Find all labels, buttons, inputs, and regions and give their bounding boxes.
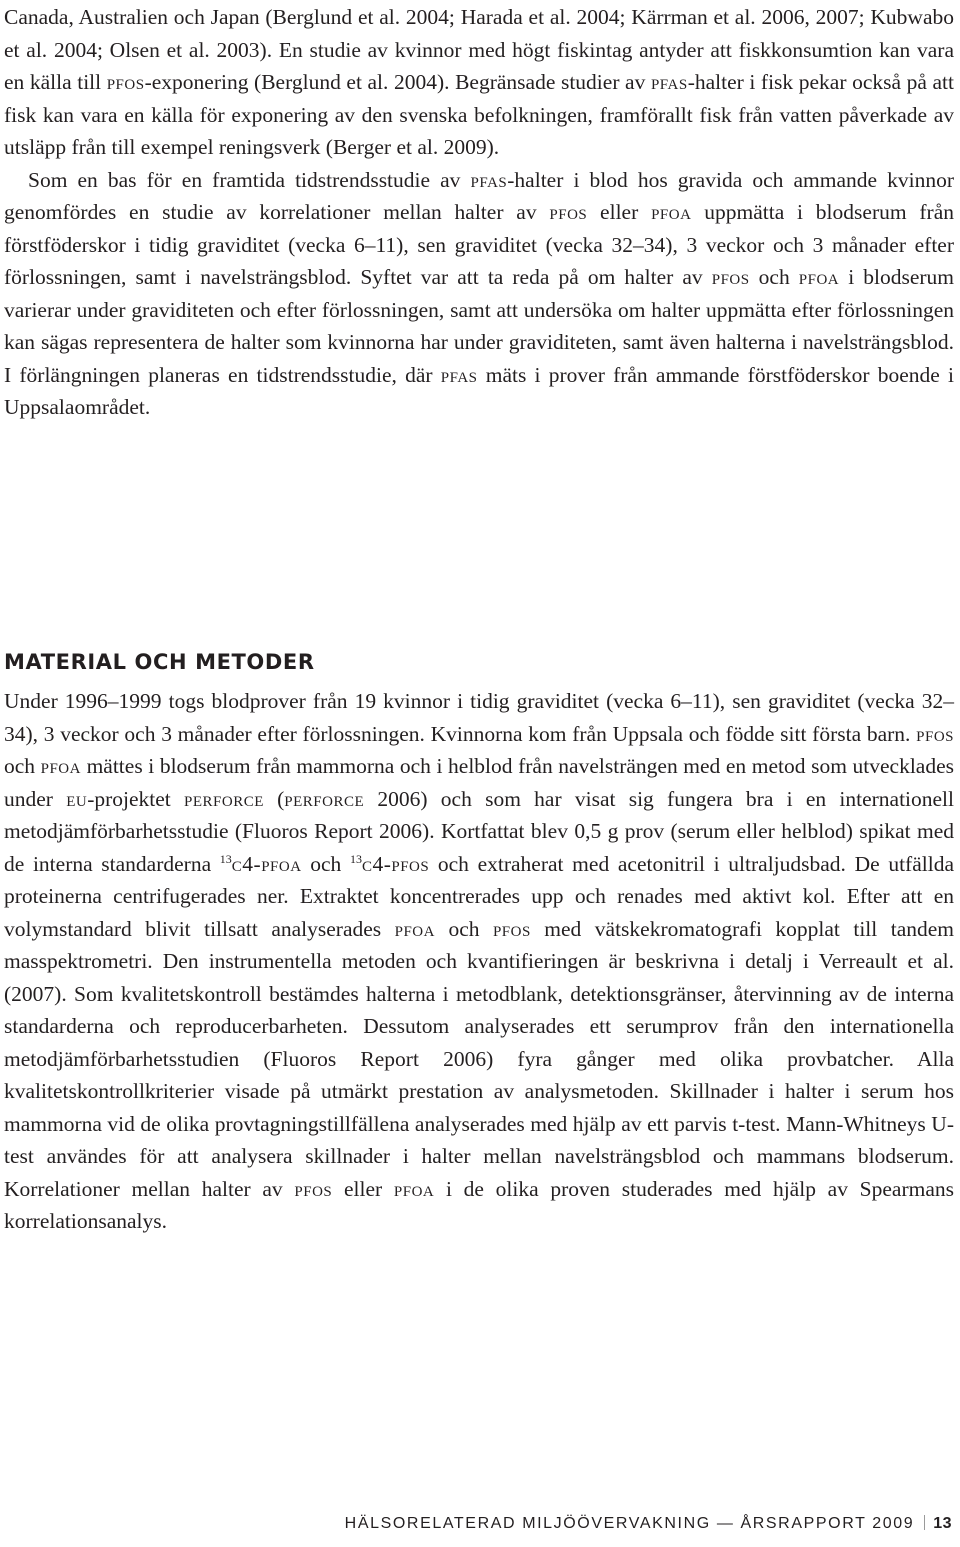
text-run: eller [587,200,652,224]
acronym: pfoa [798,265,840,289]
acronym: eu [66,786,88,811]
acronym: c4-pfos [361,851,430,876]
acronym: pfos [106,70,145,94]
text-run: Som en bas för en framtida tidstrendsstudie av [28,167,471,192]
acronym: pfos [492,916,531,941]
isotope-superscript: 13 [349,851,362,866]
acronym: pfoa [394,916,435,941]
text-run: med vätskekromatografi kopplat till tandem masspektrometri. Den instrumentella metoden och kvantifieringen är beskrivna i detalj i Verreault et al. (2007). Som kvalitetskontroll bestämdes halterna i metodblank, detektionsgränser, återvinning av de interna standarderna och reproducerbarheten. Dessutom analyserades ett serumprov från den internationella metodjämförbarhetsstudien (Fluoros Report 2006) fyra gånger med olika provbatcher. Alla kvalitetskontrollkriterier visade på utmärkt prestation av analysmetoden. Skillnader i halter i serum hos mammorna vid de olika provtagningstillfällena analyserades med hjälp av ett parvis t-test. Mann-Whitneys U-test användes för att analysera skillnader i halter mellan navelsträngsblod och mammans blodserum. Korrelationer mellan halter av [4,916,954,1201]
page-footer [345,1515,952,1533]
text-run: mäts i prover från ammande förstföderskor boende i Uppsalaområdet. [4,362,954,419]
acronym: pfas [440,362,478,387]
acronym: pfos [711,265,750,289]
footer-title: HÄLSORELATERAD MILJÖÖVERVAKNING — ÅRSRAPPORT 2009 [344,1515,915,1532]
isotope-superscript: 13 [219,851,232,866]
text-run: eller [332,1176,394,1201]
text-run: -projektet [87,786,185,811]
text-run: -exponering (Berglund et al. 2004). Begränsade studier av [144,70,651,94]
text-run: ( [263,786,285,811]
text-run: och [749,265,799,289]
text-run: mättes i blodserum från mammorna och i helblod från navelsträngen med en metod som utvecklades under [4,754,954,811]
text-run: och [4,754,41,778]
acronym: pfoa [393,1176,435,1201]
acronym: pfas [650,70,688,94]
acronym: c4-pfoa [231,851,302,876]
acronym: pfos [549,200,588,224]
acronym: pfas [470,167,508,192]
text-run: och [301,851,350,876]
text-run: -halter i fisk pekar också på att fisk kan vara en källa för exponering av den svenska befolkningen, framförallt fisk från vatten påverkade av utsläpp från till exempel reningsverk (Berger et al. 2009). [4,70,954,159]
text-run: Canada, Australien och Japan (Berglund et al. 2004; Harada et al. 2004; Kärrman et al. 2006, 2007; Kubwabo et al. 2004; Olsen et al. 2003). En studie av kvinnor med högt fiskintag antyder att fiskkonsumtion kan vara en källa till [4,5,954,94]
acronym: pfos [294,1176,333,1201]
page-body [4,0,954,424]
acronym: perforce [184,786,264,811]
page-number: 13 [933,1515,952,1532]
text-run: -halter i blod hos gravida och ammande kvinnor genomfördes en studie av korrelationer mellan halter av [4,167,954,224]
text-run: i blodserum varierar under graviditeten och efter förlossningen, samt att undersöka om halter uppmätta efter förlossningen kan sägas representera de halter som kvinnorna har under graviditeten, samt även halterna i navelsträngsblod. I förlängningen planeras en tidstrendsstudie, där [4,265,955,387]
section-heading: MATERIAL OCH METODER [4,650,315,674]
acronym: perforce [284,786,365,811]
text-run: 2006) och som har visat sig fungera bra i en internationell metodjämförbarhetsstudie (Fluoros Report 2006). Kortfattat blev 0,5 g prov (serum eller helblod) spikat med de interna standarderna [4,786,955,876]
body-paragraph-1 [4,0,954,164]
body-paragraph-2 [4,164,954,424]
acronym: pfoa [40,754,81,778]
acronym: pfos [916,721,954,746]
text-run: och [434,916,493,941]
text-run: uppmätta i blodserum från förstföderskor i tidig graviditet (vecka 6–11), sen graviditet (vecka 32–34), 3 veckor och 3 månader efter förlossningen, samt i navelsträngsblod. Syftet var att ta reda på om halter av [4,200,954,289]
text-run: Under 1996–1999 togs blodprover från 19 kvinnor i tidig graviditet (vecka 6–11), sen graviditet (vecka 32–34), 3 veckor och 3 månader efter förlossningen. Kvinnorna kom från Uppsala och födde sitt första barn. [4,689,954,746]
acronym: pfoa [651,200,692,224]
text-run: i de olika proven studerades med hjälp av Spearmans korrelationsanalys. [4,1176,954,1233]
section-body [4,685,954,1238]
text-run: och extraherat med acetonitril i ultraljudsbad. De utfällda proteinerna centrifugerades ner. Extraktet koncentrerades upp och renades med aktivt kol. Efter att en volymstandard blivit tillsatt analyserades [4,851,954,941]
footer-divider [924,1515,925,1530]
section-paragraph [4,685,954,1238]
